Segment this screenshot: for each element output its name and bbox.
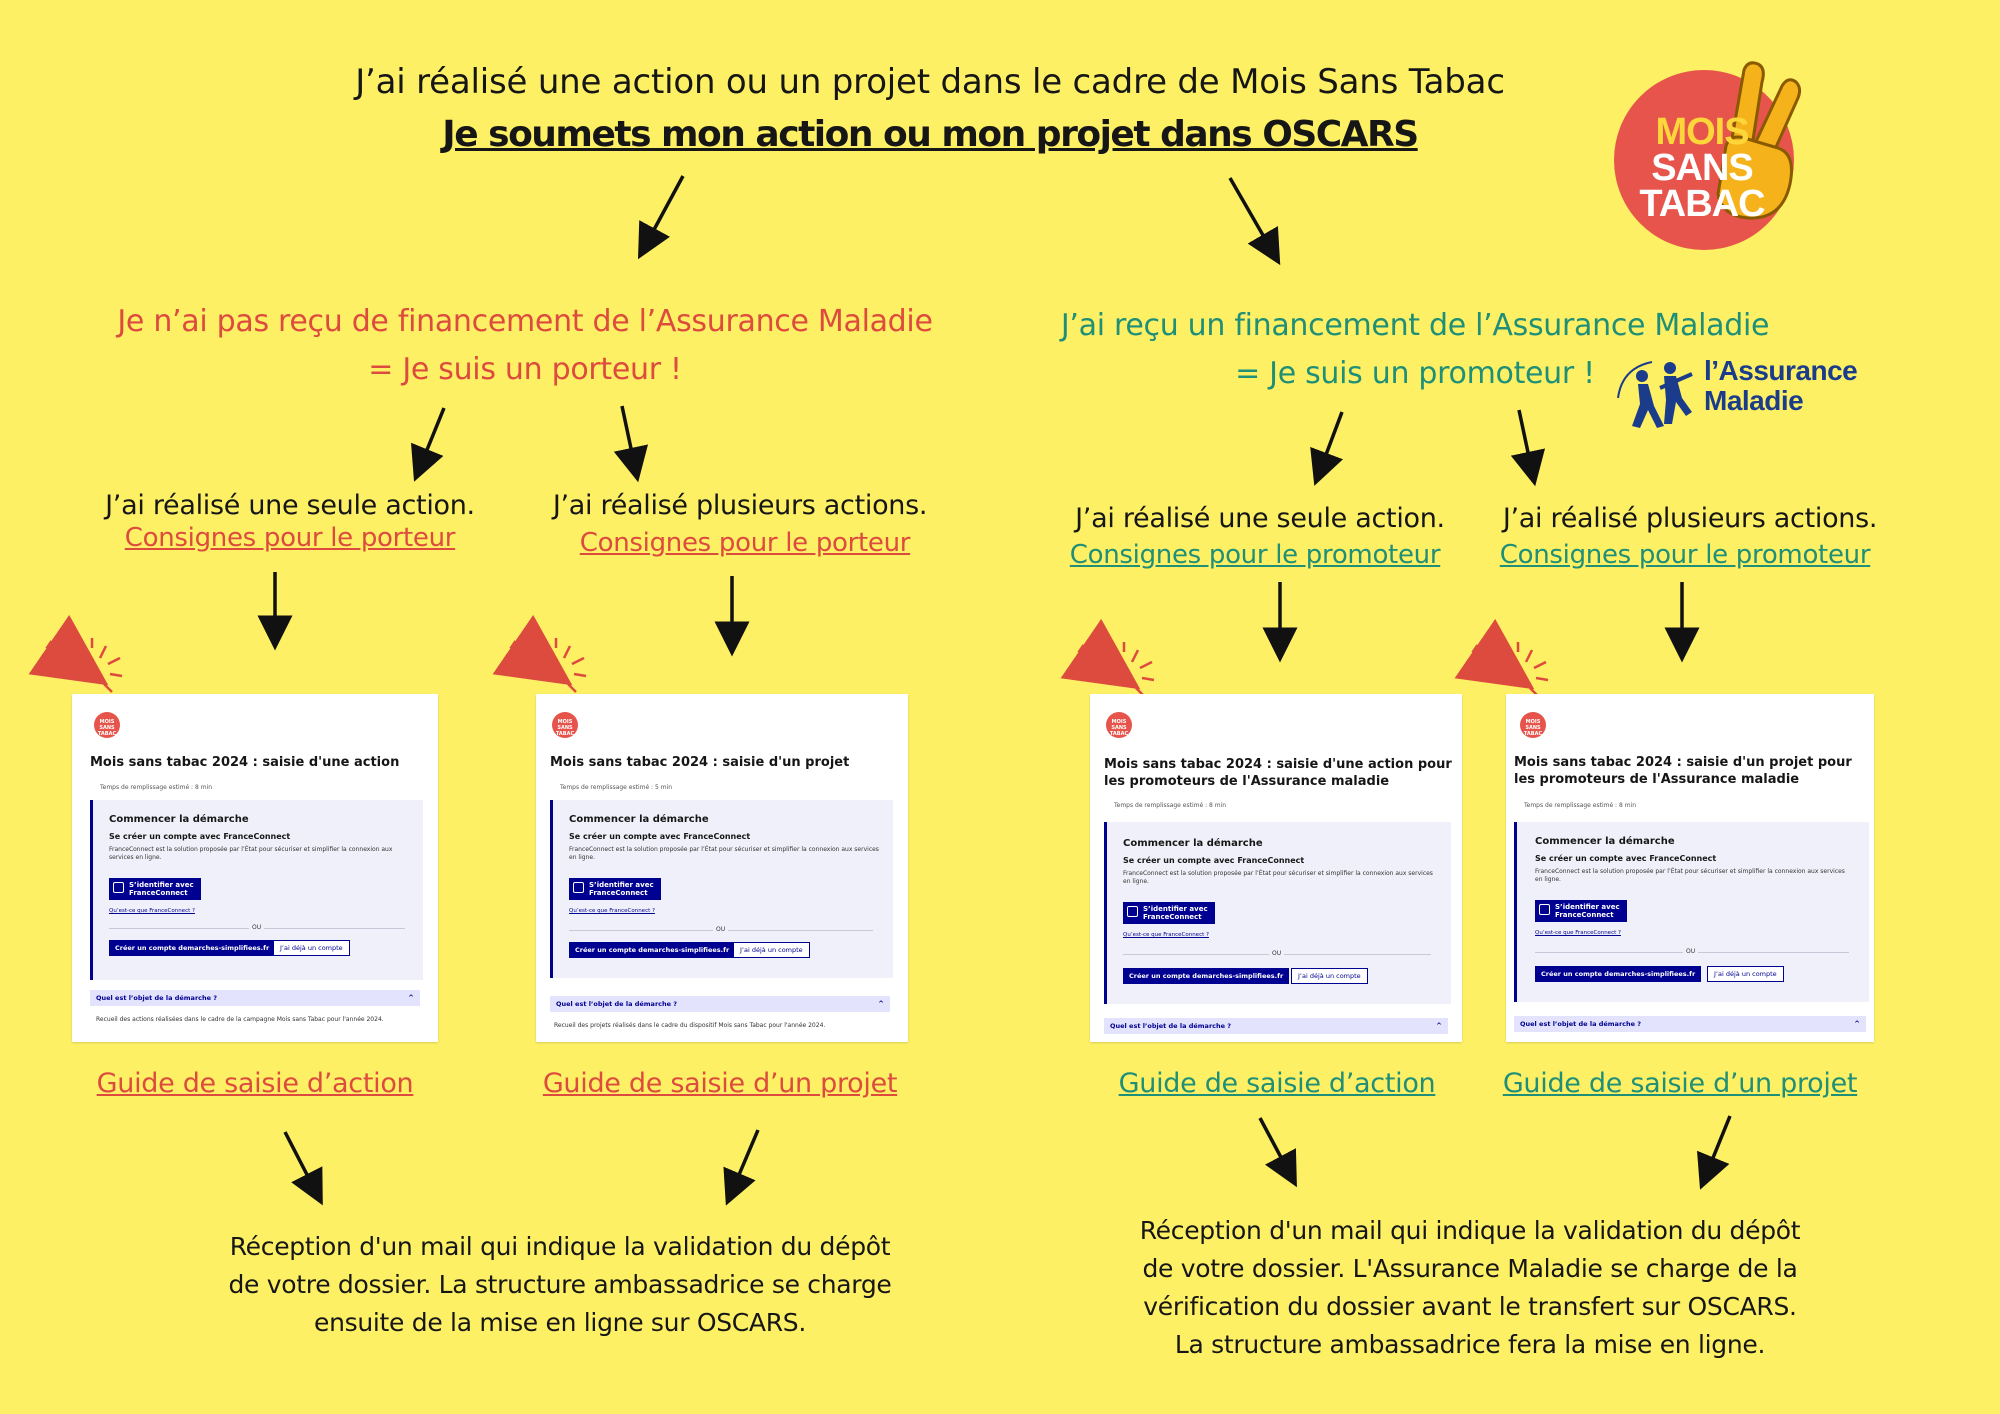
- logo-line-tabac: TABAC: [1639, 183, 1765, 225]
- promoteur-result-line-1: Réception d'un mail qui indique la validation du dépôt: [1139, 1216, 1801, 1245]
- promoteur-result-text: [1070, 1212, 1870, 1364]
- panel-fc-text: FranceConnect est la solution proposée par l’État pour sécuriser et simplifier la connexion aux services en ligne.: [1123, 870, 1433, 885]
- card-footer: Recueil des actions réalisées dans le cadre de la campagne Mois sans Tabac pour l'année 2024.: [96, 1016, 384, 1023]
- promoteur-heading-line: J’ai reçu un financement de l’Assurance Maladie: [1060, 308, 1770, 343]
- card-title: Mois sans tabac 2024 : saisie d'un projet: [550, 755, 850, 770]
- promoteur-result-line-2: de votre dossier. L'Assurance Maladie se charge de la: [1142, 1254, 1798, 1283]
- or-separator: OU: [1269, 950, 1284, 957]
- create-account-button[interactable]: Créer un compte demarches-simplifiees.fr: [569, 942, 735, 958]
- promoteur-role: = Je suis un promoteur !: [1235, 356, 1595, 391]
- porteur-guide-action-link[interactable]: Guide de saisie d’action: [96, 1068, 414, 1099]
- page-title: J’ai réalisé une action ou un projet dans le cadre de Mois Sans Tabac: [355, 62, 1505, 102]
- create-account-button[interactable]: Créer un compte demarches-simplifiees.fr: [109, 940, 275, 956]
- franceconnect-info-link[interactable]: Qu’est-ce que FranceConnect ?: [109, 908, 195, 914]
- franceconnect-button[interactable]: S’identifier avec FranceConnect: [569, 878, 661, 900]
- panel-heading: Commencer la démarche: [1123, 838, 1263, 849]
- card-time: Temps de remplissage estimé : 5 min: [560, 784, 673, 791]
- existing-account-button[interactable]: J’ai déjà un compte: [273, 940, 350, 956]
- card-time: Temps de remplissage estimé : 8 min: [100, 784, 213, 791]
- screenshot-card-action-porteur[interactable]: [72, 694, 438, 1042]
- card-logo: MOIS SANS TABAC: [1106, 712, 1132, 738]
- porteur-role: = Je suis un porteur !: [368, 352, 682, 387]
- or-separator: OU: [1683, 948, 1698, 955]
- arrow-porteur-single: [418, 408, 444, 472]
- card-logo: MOIS SANS TABAC: [552, 712, 578, 738]
- promoteur-guide-action-link[interactable]: Guide de saisie d’action: [1118, 1068, 1436, 1099]
- promoteur-result-line-3: vérification du dossier avant le transfert sur OSCARS.: [1143, 1292, 1797, 1321]
- screenshot-card-action-promoteur[interactable]: [1090, 694, 1462, 1042]
- porteur-result-line-1: Réception d'un mail qui indique la validation du dépôt: [229, 1232, 891, 1261]
- existing-account-button[interactable]: J’ai déjà un compte: [733, 942, 810, 958]
- panel-heading: Commencer la démarche: [109, 814, 249, 825]
- arrow-right-result-1: [1260, 1118, 1292, 1178]
- porteur-result-line-3: ensuite de la mise en ligne sur OSCARS.: [313, 1308, 807, 1337]
- chevron-up-icon: ^: [408, 994, 414, 1002]
- assurance-line-1: l’Assurance: [1704, 355, 1858, 386]
- panel-fc-text: FranceConnect est la solution proposée par l’État pour sécuriser et simplifier la connexion aux services en ligne.: [1535, 868, 1845, 883]
- card-panel: [1514, 822, 1869, 1002]
- accordion-label: Quel est l’objet de la démarche ?: [1110, 1022, 1232, 1030]
- franceconnect-info-link[interactable]: Qu’est-ce que FranceConnect ?: [1535, 930, 1621, 936]
- panel-fc-text: FranceConnect est la solution proposée par l’État pour sécuriser et simplifier la connexion aux services en ligne.: [569, 846, 879, 861]
- or-separator: OU: [713, 926, 728, 933]
- click-burst-icon: [48, 638, 1548, 696]
- card-panel: [90, 800, 423, 980]
- arrow-left-result-1: [285, 1132, 318, 1196]
- promoteur-result-line-4: La structure ambassadrice fera la mise en ligne.: [1174, 1330, 1766, 1359]
- porteur-multi-action: J’ai réalisé plusieurs actions.: [552, 490, 928, 521]
- panel-fc-heading: Se créer un compte avec FranceConnect: [1535, 854, 1717, 863]
- panel-fc-heading: Se créer un compte avec FranceConnect: [1123, 856, 1305, 865]
- arrow-left-result-2: [730, 1130, 758, 1196]
- create-account-button[interactable]: Créer un compte demarches-simplifiees.fr: [1535, 966, 1701, 982]
- franceconnect-button[interactable]: S’identifier avec FranceConnect: [109, 878, 201, 900]
- chevron-up-icon: ^: [878, 1000, 884, 1008]
- accordion-label: Quel est l’objet de la démarche ?: [1520, 1020, 1642, 1028]
- or-separator: OU: [249, 924, 264, 931]
- panel-fc-heading: Se créer un compte avec FranceConnect: [109, 832, 291, 841]
- porteur-single-action: J’ai réalisé une seule action.: [105, 490, 475, 521]
- card-time: Temps de remplissage estimé : 8 min: [1524, 802, 1637, 809]
- panel-heading: Commencer la démarche: [1535, 836, 1675, 847]
- card-panel: [1104, 822, 1451, 1004]
- franceconnect-button[interactable]: S’identifier avec FranceConnect: [1535, 900, 1627, 922]
- porteur-result-line-2: de votre dossier. La structure ambassadrice se charge: [228, 1270, 892, 1299]
- arrow-porteur-multi: [622, 406, 636, 472]
- franceconnect-info-link[interactable]: Qu’est-ce que FranceConnect ?: [569, 908, 655, 914]
- promoteur-multi-action: J’ai réalisé plusieurs actions.: [1502, 503, 1878, 534]
- porteur-heading-line: Je n’ai pas reçu de financement de l’Assurance Maladie: [117, 304, 933, 339]
- card-logo: MOIS SANS TABAC: [94, 712, 120, 738]
- card-title: Mois sans tabac 2024 : saisie d'une action: [90, 755, 400, 770]
- screenshot-card-projet-porteur[interactable]: [536, 694, 908, 1042]
- create-account-button[interactable]: Créer un compte demarches-simplifiees.fr: [1123, 968, 1289, 984]
- logo-line-mois: MOIS: [1655, 111, 1749, 153]
- existing-account-button[interactable]: J’ai déjà un compte: [1291, 968, 1368, 984]
- screenshot-card-projet-promoteur[interactable]: [1506, 694, 1874, 1042]
- franceconnect-button[interactable]: S’identifier avec FranceConnect: [1123, 902, 1215, 924]
- promoteur-single-action: J’ai réalisé une seule action.: [1075, 503, 1445, 534]
- card-accordion[interactable]: [550, 996, 890, 1012]
- card-accordion[interactable]: [1514, 1016, 1866, 1032]
- franceconnect-info-link[interactable]: Qu’est-ce que FranceConnect ?: [1123, 932, 1209, 938]
- chevron-up-icon: ^: [1436, 1022, 1442, 1030]
- card-title: Mois sans tabac 2024 : saisie d'une action pour les promoteurs de l'Assurance maladie: [1104, 757, 1452, 789]
- arrow-to-porteur: [643, 176, 683, 250]
- card-footer: Recueil des projets réalisés dans le cadre du dispositif Mois sans Tabac pour l'année 2024.: [554, 1022, 826, 1029]
- page-subtitle: Je soumets mon action ou mon projet dans OSCARS: [442, 114, 1418, 155]
- porteur-result-text: [160, 1228, 960, 1342]
- card-title: Mois sans tabac 2024 : saisie d'un projet pour les promoteurs de l'Assurance maladie: [1514, 755, 1852, 787]
- porteur-multi-consignes-link[interactable]: Consignes pour le porteur: [579, 528, 911, 558]
- arrow-to-promoteur: [1230, 178, 1275, 256]
- panel-heading: Commencer la démarche: [569, 814, 709, 825]
- logo-line-sans: SANS: [1651, 147, 1753, 189]
- promoteur-guide-projet-link[interactable]: Guide de saisie d’un projet: [1502, 1068, 1858, 1099]
- porteur-guide-projet-link[interactable]: Guide de saisie d’un projet: [542, 1068, 898, 1099]
- panel-fc-text: FranceConnect est la solution proposée par l’État pour sécuriser et simplifier la connexion aux services en ligne.: [109, 846, 393, 861]
- card-panel: [550, 800, 893, 978]
- existing-account-button[interactable]: J’ai déjà un compte: [1707, 966, 1784, 982]
- card-accordion[interactable]: [90, 990, 420, 1006]
- card-logo: MOIS SANS TABAC: [1520, 712, 1546, 738]
- arrow-right-result-2: [1704, 1116, 1730, 1180]
- card-time: Temps de remplissage estimé : 8 min: [1114, 802, 1227, 809]
- accordion-label: Quel est l’objet de la démarche ?: [556, 1000, 678, 1008]
- porteur-single-consignes-link[interactable]: Consignes pour le porteur: [124, 523, 456, 553]
- promoteur-single-consignes-link[interactable]: Consignes pour le promoteur: [1069, 540, 1441, 570]
- promoteur-multi-consignes-link[interactable]: Consignes pour le promoteur: [1499, 540, 1871, 570]
- accordion-label: Quel est l’objet de la démarche ?: [96, 994, 218, 1002]
- panel-fc-heading: Se créer un compte avec FranceConnect: [569, 832, 751, 841]
- assurance-line-2: Maladie: [1704, 385, 1804, 416]
- chevron-up-icon: ^: [1854, 1020, 1860, 1028]
- card-accordion[interactable]: [1104, 1018, 1448, 1034]
- arrow-promoteur-multi: [1519, 410, 1533, 476]
- arrow-promoteur-single: [1318, 412, 1342, 476]
